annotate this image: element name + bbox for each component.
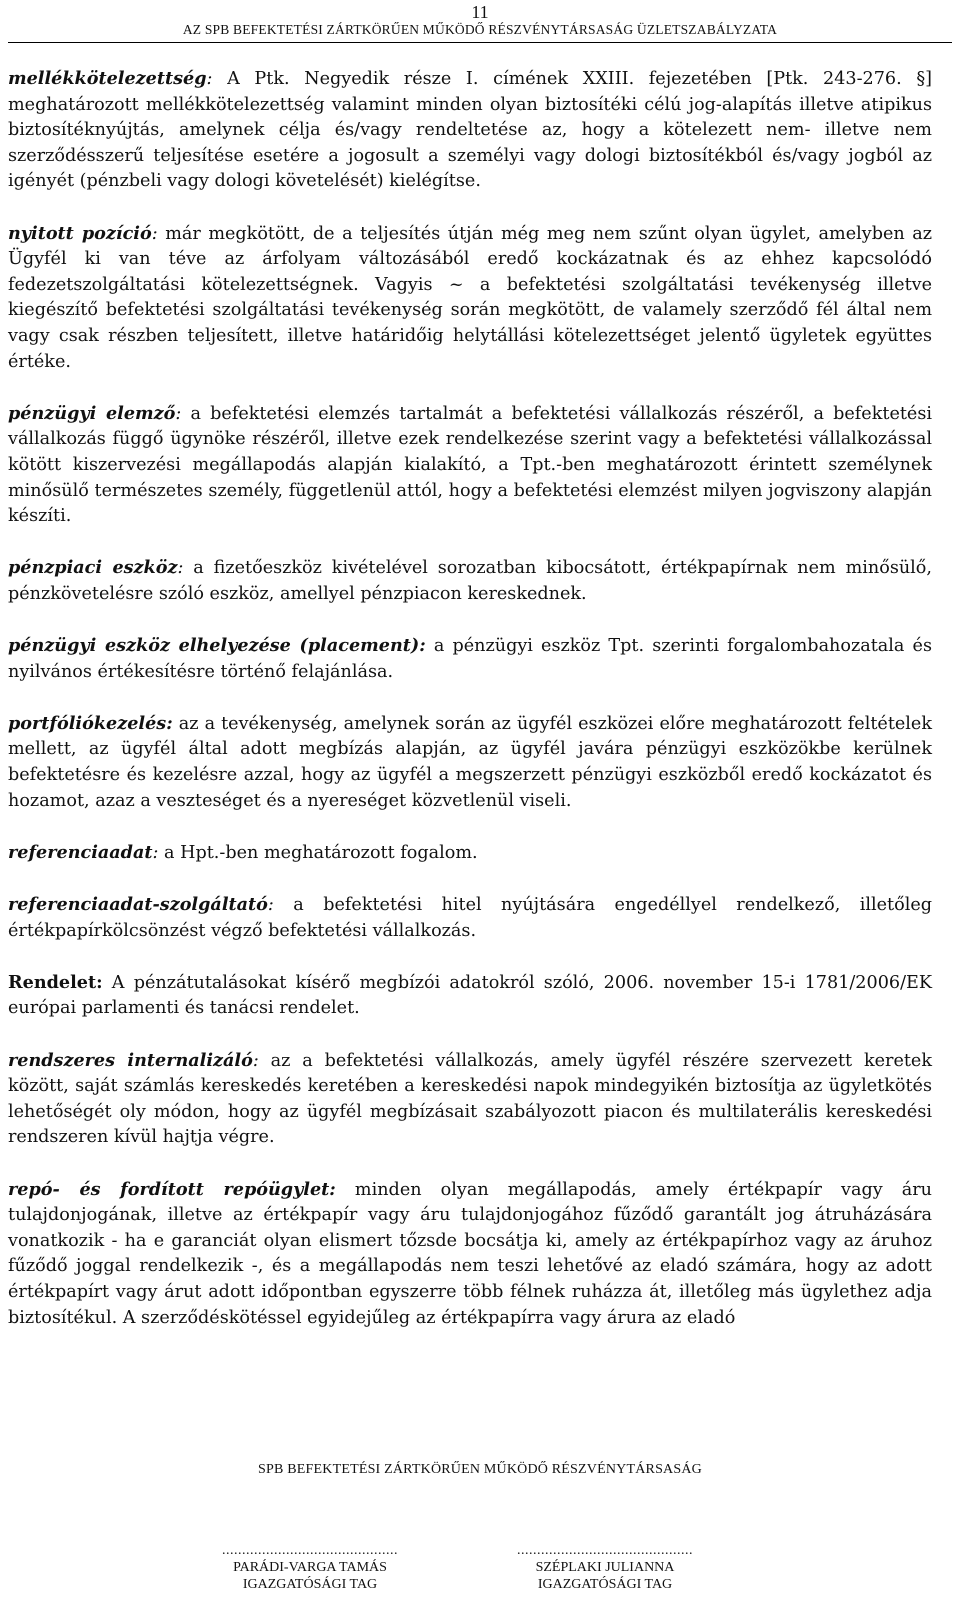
signatory-name: SZÉPLAKI JULIANNA [535, 1560, 675, 1575]
signature-block-right [470, 1542, 740, 1593]
definition-paragraph [8, 221, 932, 376]
definition-paragraph [8, 970, 932, 1022]
definition-text: minden olyan megállapodás, amely értékpapír vagy áru tulajdonjogának, illetve az értékpapír vagy áru tulajdonjogához fűződő garantált jog átruházására vonatkozik - ha e garanciát olyan elismert tőzsde bocsátja ki, amely az értékpapírhoz vagy az áruhoz fűződő joggal rendelkezik -, és a megállapodás nem teszi lehetővé az eladó számára, hogy az adott értékpapírt vagy árut adott időpontban egyszerre több félnek ruházza át, illetőleg más ügylethez adja biztosítékul. A szerződéskötéssel egyidejűleg az értékpapírra vagy árura az eladó [8, 1179, 933, 1328]
definition-paragraph [8, 840, 932, 867]
definition-term: pénzpiaci eszköz [8, 557, 178, 579]
definition-text: A pénzátutalásokat kísérő megbízói adatokról szóló, 2006. november 15-i 1781/2006/EK európai parlamenti és tanácsi rendelet. [8, 972, 932, 1019]
definition-paragraph [8, 711, 932, 814]
definition-term: pénzügyi elemző [8, 402, 176, 424]
definition-separator: : [175, 403, 182, 424]
definition-term: referenciaadat-szolgáltató [8, 894, 268, 915]
definition-separator: : [151, 223, 158, 244]
definition-paragraph [8, 892, 932, 944]
definition-term: Rendelet: [8, 971, 103, 993]
definition-text: már megkötött, de a teljesítés útján még meg nem szűnt olyan ügylet, amelyben az Ügyfél ki van téve az árfolyam változásából eredő kockázatnak és az ehhez kapcsolódó fedezetszolgáltatási kötelezettségnek. Vagyis ~ a befektetési szolgáltatási tevékenység illetve kiegészítő befektetési szolgáltatási tevékenység során megkötött, de valamely szerződő fél által nem vagy csak részben teljesített, illetve határidőig helytállási kötelezettséget jelentő ügyletek együttes értéke. [8, 223, 933, 372]
page-header [0, 0, 960, 38]
definition-term: nyitott pozíció [8, 222, 152, 244]
header-rule [8, 42, 952, 43]
page-number: 11 [471, 2, 489, 22]
definition-paragraph [8, 401, 932, 530]
definition-separator: : [152, 842, 159, 863]
definitions-body [8, 66, 932, 1357]
definition-paragraph [8, 66, 932, 195]
definition-paragraph [8, 1177, 932, 1332]
footer-company-name: SPB BEFEKTETÉSI ZÁRTKÖRŰEN MŰKÖDŐ RÉSZVÉNYTÁRSASÁG [258, 1462, 702, 1477]
definition-term: repó- és fordított repóügylet: [8, 1178, 336, 1200]
definition-term: portfóliókezelés: [8, 712, 173, 734]
signature-line: ............................................ [222, 1543, 398, 1558]
signatory-role: IGAZGATÓSÁGI TAG [537, 1577, 673, 1592]
definition-paragraph [8, 555, 932, 607]
definition-text: A Ptk. Negyedik része I. címének XXIII. fejezetében [Ptk. 243-276. §] meghatározott mellékkötelezettség valamint minden olyan biztosítéki célú jog-alapítás illetve atipikus biztosítéknyújtás, amelynek célja és/vagy rendeltetése az, hogy a kötelezett nem- illetve nem szerződésszerű teljesítése esetére a jogosult a személyi vagy dologi biztosítékból és/vagy jogból az igényét (pénzbeli vagy dologi követelését) kielégítse. [8, 69, 932, 192]
signatory-role: IGAZGATÓSÁGI TAG [242, 1577, 378, 1592]
signature-block-left [175, 1542, 445, 1593]
definition-separator: : [177, 558, 184, 579]
definition-text: az a befektetési vállalkozás, amely ügyfél részére szervezett keretek között, saját számlás kereskedés keretében a kereskedési napok mindegyikén biztosítja az ügyletkötés lehetőségét oly módon, hogy az ügyfél megbízásait szabályozott piacon és multilaterális kereskedési rendszeren kívül hajtja végre. [8, 1050, 932, 1148]
signature-line: ............................................ [517, 1543, 693, 1558]
definition-separator: : [267, 895, 274, 915]
definition-text: a Hpt.-ben meghatározott fogalom. [158, 842, 478, 863]
definition-term: rendszeres internalizáló [8, 1049, 253, 1071]
signatory-name: PARÁDI-VARGA TAMÁS [233, 1560, 387, 1575]
definition-text: a pénzügyi eszköz Tpt. szerinti forgalombahozatala és nyilvános értékesítésre történő felajánlása. [8, 636, 932, 682]
header-title: AZ SPB BEFEKTETÉSI ZÁRTKÖRŰEN MŰKÖDŐ RÉSZVÉNYTÁRSASÁG ÜZLETSZABÁLYZATA [182, 22, 778, 37]
definition-text: a befektetési elemzés tartalmát a befektetési vállalkozás részéről, a befektetési vállalkozás függő ügynöke részéről, illetve ezek rendelkezése szerint vagy a befektetési vállalkozással kötött kiszervezési megállapodás alapján kialakító, a Tpt.-ben meghatározott érintett személynek minősülő természetes személy, függetlenül attól, hogy a befektetési elemzést milyen jogviszony alapján készíti. [8, 403, 932, 527]
definition-term: pénzügyi eszköz elhelyezése (placement): [8, 635, 426, 657]
definition-text: az a tevékenység, amelynek során az ügyfél eszközei előre meghatározott feltételek mellett, az ügyfél által adott megbízás alapján, az ügyfél javára pénzügyi eszközökbe kerülnek befektetésre és kezelésre azzal, hogy az ügyfél a megszerzett pénzügyi eszközből eredő kockázatot és hozamot, azaz a veszteséget és a nyereséget közvetlenül viseli. [8, 713, 932, 811]
definition-term: mellékkötelezettség [8, 68, 207, 89]
definition-term: referenciaadat [8, 841, 153, 863]
definition-separator: : [252, 1050, 259, 1071]
definition-paragraph [8, 633, 932, 685]
definition-text: a befektetési hitel nyújtására engedéllyel rendelkező, illetőleg értékpapírkölcsönzést végző befektetési vállalkozás. [8, 895, 932, 941]
definition-paragraph [8, 1048, 932, 1151]
definition-separator: : [206, 69, 213, 89]
definition-text: a fizetőeszköz kivételével sorozatban kibocsátott, értékpapírnak nem minősülő, pénzkövetelésre szóló eszköz, amellyel pénzpiacon kereskednek. [8, 558, 932, 604]
